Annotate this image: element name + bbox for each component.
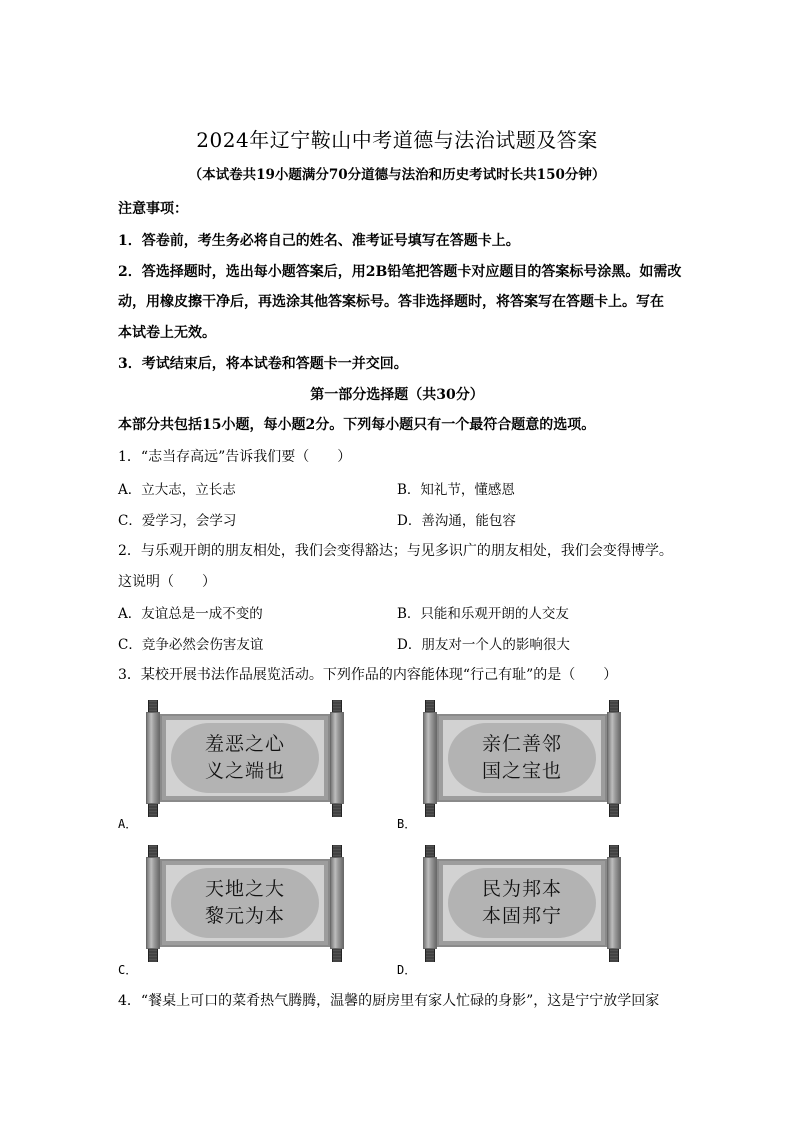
image-option-label-d: D． (397, 963, 417, 977)
question-1-option-b: B．知礼节，懂感恩 (397, 482, 515, 498)
image-option-label-c: C． (118, 963, 138, 977)
scroll-handle-icon (425, 949, 435, 962)
question-2-option-b: B．只能和乐观开朗的人交友 (397, 606, 569, 622)
image-option-label-a: A． (118, 817, 138, 831)
scroll-verse-line-1: 羞恶之心 (204, 733, 285, 755)
scroll-roller-left (146, 857, 160, 949)
section-heading: 第一部分选择题（共30分） (310, 387, 484, 403)
page-subtitle: （本试卷共19小题满分70分道德与法治和历史考试时长共150分钟） (188, 167, 606, 183)
question-1-stem: 1．“志当存高远”告诉我们要（ ） (118, 449, 352, 465)
question-2-option-c: C．竞争必然会伤害友谊 (118, 637, 264, 653)
question-1-option-a: A．立大志，立长志 (118, 482, 236, 498)
scroll-roller-right (330, 712, 344, 804)
scroll-roller-left (423, 712, 437, 804)
calligraphy-scroll-b (423, 700, 621, 818)
scroll-roller-right (607, 857, 621, 949)
scroll-roller-right (330, 857, 344, 949)
scroll-verse-line-1: 民为邦本 (481, 878, 562, 900)
page-title: 2024年辽宁鞍山中考道德与法治试题及答案 (196, 128, 598, 152)
question-2-option-a: A．友谊总是一成不变的 (118, 606, 263, 622)
scroll-verse-line-2: 国之宝也 (481, 760, 562, 782)
question-4-stem: 4．“餐桌上可口的菜肴热气腾腾，温馨的厨房里有家人忙碌的身影”，这是宁宁放学回家 (118, 993, 660, 1009)
scroll-handle-icon (148, 949, 158, 962)
question-2-stem-line-1: 2．与乐观开朗的朋友相处，我们会变得豁达；与见多识广的朋友相处，我们会变得博学。 (118, 543, 673, 559)
question-3-stem: 3．某校开展书法作品展览活动。下列作品的内容能体现“行己有耻”的是（ ） (118, 667, 618, 683)
question-2-option-d: D．朋友对一个人的影响很大 (397, 637, 570, 653)
scroll-verse-line-2: 本固邦宁 (481, 905, 562, 927)
scroll-roller-left (423, 857, 437, 949)
image-option-label-b: B． (397, 817, 417, 831)
notice-item-2-line-1: 2．答选择题时，选出每小题答案后，用2B铅笔把答题卡对应题目的答案标号涂黑。如需改 (118, 264, 682, 280)
scroll-roller-left (146, 712, 160, 804)
scroll-panel (160, 859, 330, 947)
section-instruction: 本部分共包括15小题，每小题2分。下列每小题只有一个最符合题意的选项。 (118, 417, 596, 433)
scroll-handle-icon (425, 804, 435, 817)
scroll-handle-icon (332, 949, 342, 962)
scroll-verse-line-1: 天地之大 (204, 878, 285, 900)
notice-item-2-line-2: 动，用橡皮擦干净后，再选涂其他答案标号。答非选择题时，将答案写在答题卡上。写在 (118, 294, 664, 310)
scroll-verse-line-1: 亲仁善邻 (481, 733, 562, 755)
question-1-option-c: C．爱学习，会学习 (118, 513, 237, 529)
calligraphy-scroll-a (146, 700, 344, 818)
calligraphy-scroll-d (423, 845, 621, 963)
scroll-handle-icon (148, 804, 158, 817)
scroll-handle-icon (332, 804, 342, 817)
question-1-option-d: D．善沟通，能包容 (397, 513, 516, 529)
scroll-panel (437, 714, 607, 802)
question-2-stem-line-2: 这说明（ ） (118, 574, 216, 590)
scroll-handle-icon (609, 804, 619, 817)
scroll-verse-line-2: 黎元为本 (204, 905, 285, 927)
scroll-handle-icon (609, 949, 619, 962)
notice-item-2-line-3: 本试卷上无效。 (118, 325, 216, 341)
calligraphy-scroll-c (146, 845, 344, 963)
notice-item-3: 3．考试结束后，将本试卷和答题卡一并交回。 (118, 356, 408, 372)
scroll-verse-line-2: 义之端也 (204, 760, 285, 782)
notice-item-1: 1．答卷前，考生务必将自己的姓名、准考证号填写在答题卡上。 (118, 233, 520, 249)
scroll-roller-right (607, 712, 621, 804)
notice-heading: 注意事项： (118, 201, 188, 217)
scroll-panel (437, 859, 607, 947)
scroll-panel (160, 714, 330, 802)
